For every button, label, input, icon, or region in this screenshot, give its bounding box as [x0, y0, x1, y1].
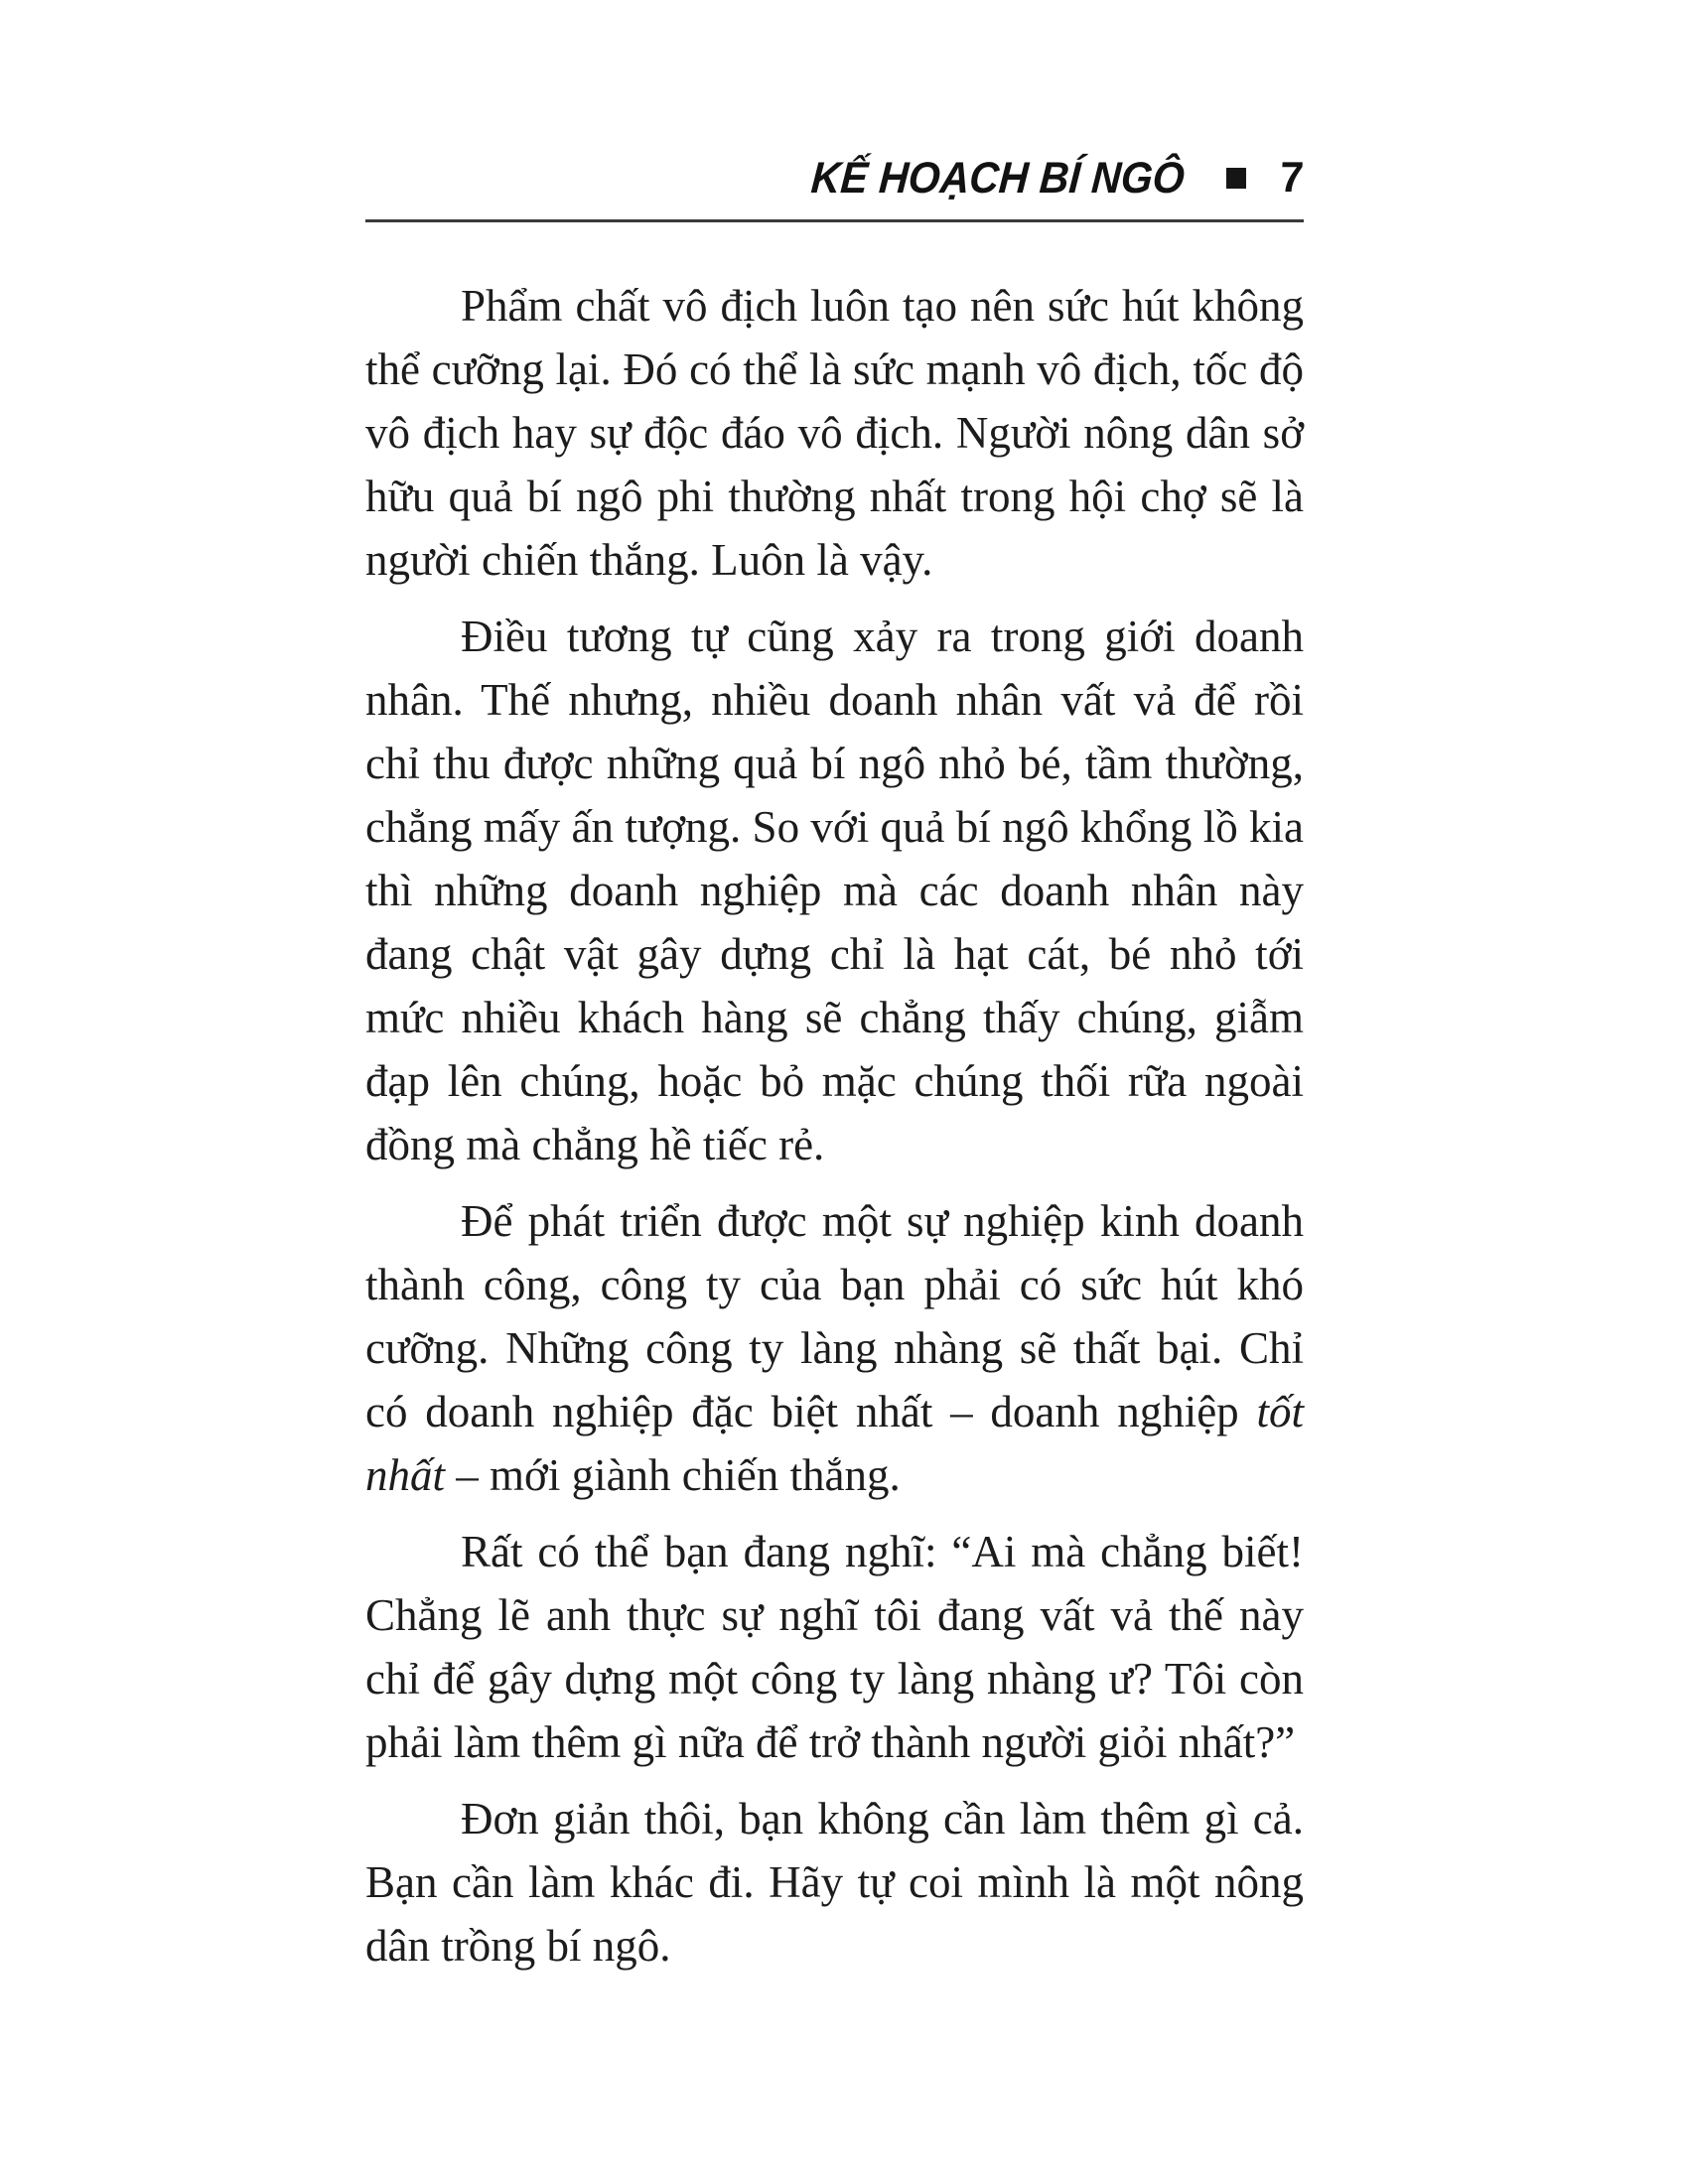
- paragraph-3: [365, 1189, 1304, 1507]
- body-text: Điều tương tự cũng xảy ra trong giới doanh nhân. Thế nhưng, nhiều doanh nhân vất vả để rồi chỉ thu được những quả bí ngô nhỏ bé, tầm thường, chẳng mấy ấn tượng. So với quả bí ngô khổng lồ kia thì những doanh nghiệp mà các doanh nhân này đang chật vật gây dựng chỉ là hạt cát, bé nhỏ tới mức nhiều khách hàng sẽ chẳng thấy chúng, giẫm đạp lên chúng, hoặc bỏ mặc chúng thối rữa ngoài đồng mà chẳng hề tiếc rẻ.: [365, 612, 1304, 1169]
- body-text: – mới giành chiến thắng.: [445, 1450, 901, 1500]
- italic-text: tốt nhất: [365, 1387, 1304, 1500]
- paragraph-4: [365, 1520, 1304, 1774]
- running-header: [365, 147, 1304, 208]
- body-text: Đơn giản thôi, bạn không cần làm thêm gì cả. Bạn cần làm khác đi. Hãy tự coi mình là một nông dân trồng bí ngô.: [365, 1794, 1304, 1971]
- page-body: [365, 274, 1304, 1990]
- body-text: Rất có thể bạn đang nghĩ: “Ai mà chẳng biết! Chẳng lẽ anh thực sự nghĩ tôi đang vất vả thế này chỉ để gây dựng một công ty làng nhàng ư? Tôi còn phải làm thêm gì nữa để trở thành người giỏi nhất?”: [365, 1527, 1304, 1767]
- paragraph-1: [365, 274, 1304, 592]
- page-number: 7: [1278, 153, 1306, 202]
- body-text: Để phát triển được một sự nghiệp kinh doanh thành công, công ty của bạn phải có sức hút khó cưỡng. Những công ty làng nhàng sẽ thất bại. Chỉ có doanh nghiệp đặc biệt nhất – doanh nghiệp: [365, 1196, 1304, 1436]
- body-text: Phẩm chất vô địch luôn tạo nên sức hút không thể cưỡng lại. Đó có thể là sức mạnh vô địch, tốc độ vô địch hay sự độc đáo vô địch. Người nông dân sở hữu quả bí ngô phi thường nhất trong hội chợ sẽ là người chiến thắng. Luôn là vậy.: [365, 281, 1304, 585]
- paragraph-2: [365, 605, 1304, 1176]
- paragraph-5: [365, 1787, 1304, 1978]
- square-bullet-icon: [1226, 168, 1246, 189]
- header-rule: [365, 219, 1304, 222]
- book-title: KẾ HOẠCH BÍ NGÔ: [809, 152, 1187, 203]
